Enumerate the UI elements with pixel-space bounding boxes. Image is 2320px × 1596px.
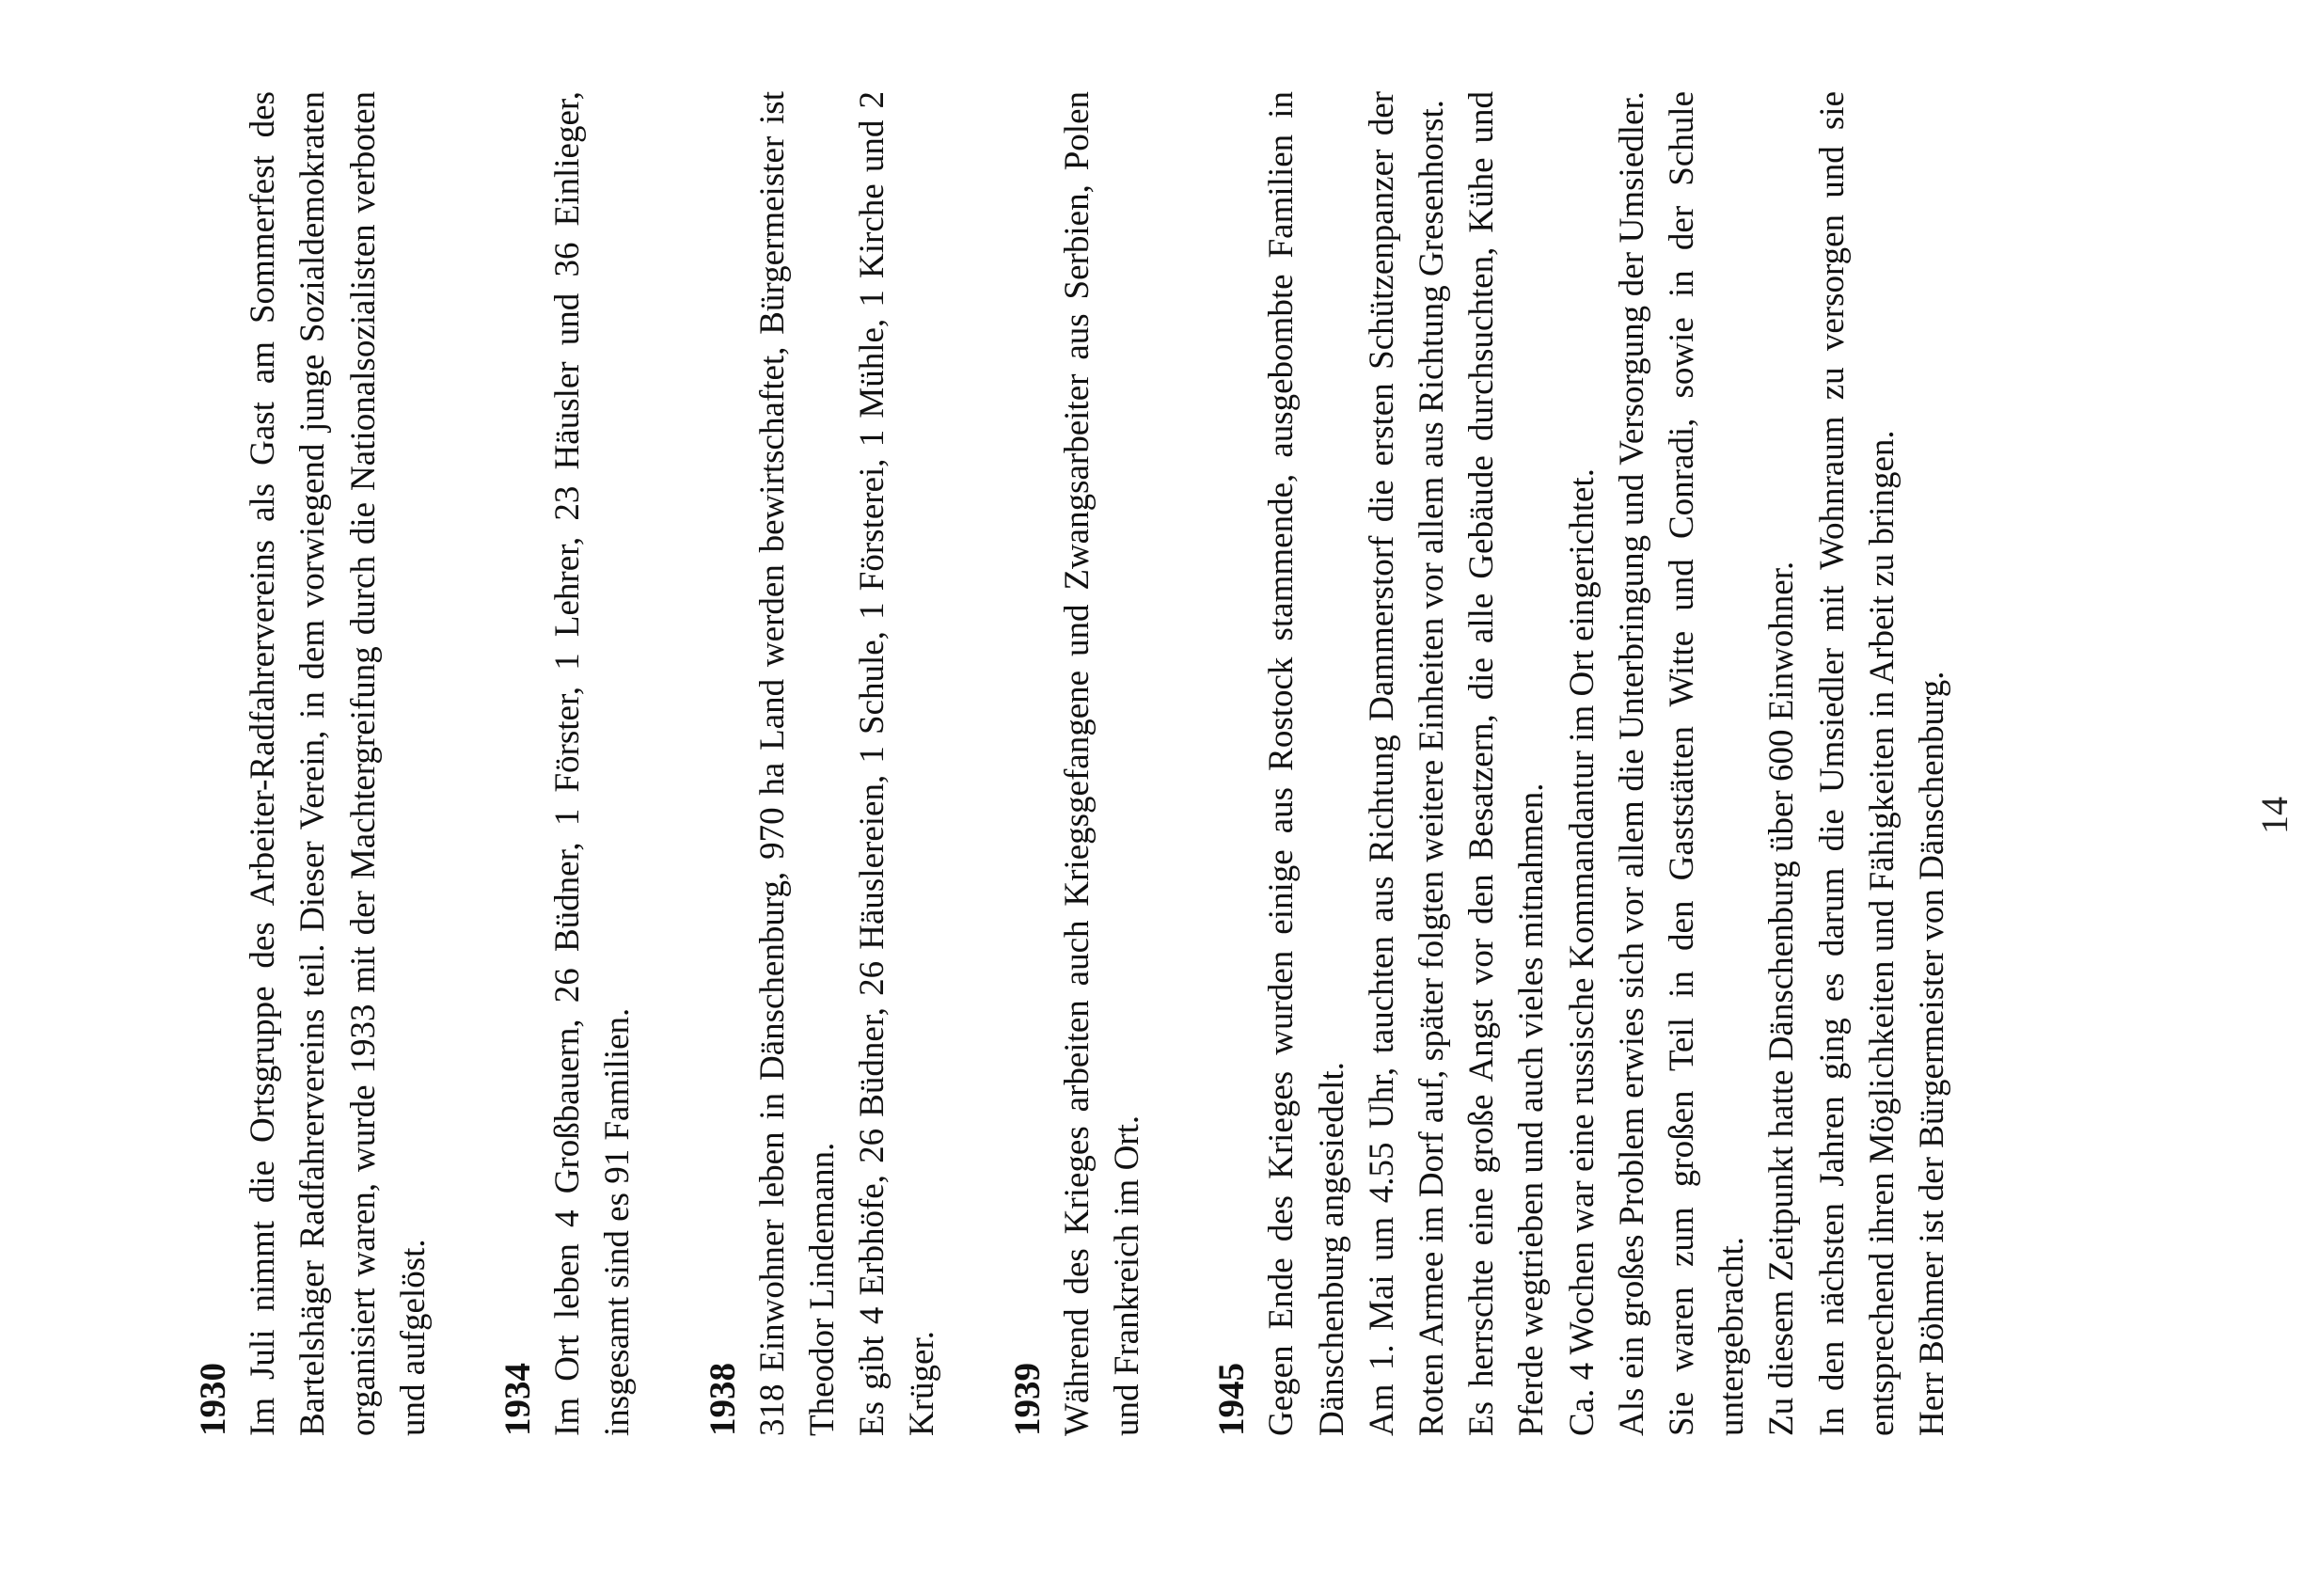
section-1938 — [698, 91, 948, 1436]
paragraph: Am 1. Mai um 4.55 Uhr, tauchten aus Richtung Dammerstorf die ersten Schützenpanzer der Roten Armee im Dorf auf, später folgten weitere Einheiten vor allem aus Richtung Gresenhorst. — [1362, 91, 1452, 1436]
paragraph: Während des Krieges arbeiten auch Kriegsgefangene und Zwangsarbeiter aus Serbien, Polen und Frankreich im Ort. — [1057, 91, 1147, 1436]
section-1945 — [1207, 91, 1957, 1436]
paragraph: 318 Einwohner leben in Dänschenburg, 970 ha Land werden bewirtschaftet, Bürgermeister ist Theodor Lindemann. — [752, 91, 843, 1436]
year-heading: 1934 — [497, 1363, 539, 1436]
paragraph: Im Ort leben 4 Großbauern, 26 Büdner, 1 Förster, 1 Lehrer, 23 Häusler und 36 Einlieger, insgesamt sind es 91 Familien. — [548, 91, 638, 1436]
paragraph: Gegen Ende des Krieges wurden einige aus Rostock stammende, ausgebombte Familien in Dänschenburg angesiedelt. — [1262, 91, 1351, 1436]
section-1930 — [188, 91, 438, 1436]
paragraph: Herr Böhmer ist der Bürgermeister von Dänschenburg. — [1913, 671, 1952, 1436]
paragraph: Es gibt 4 Erbhöfe, 26 Büdner, 26 Häuslereien, 1 Schule, 1 Försterei, 1 Mühle, 1 Kirche und 2 Krüger. — [853, 91, 942, 1436]
paragraph: Zu diesem Zeitpunkt hatte Dänschenburg über 600 Einwohner. — [1762, 561, 1802, 1436]
chronicle-text — [188, 91, 2012, 1436]
year-heading: 1930 — [193, 1363, 233, 1436]
paragraph: Als ein großes Problem erwies sich vor allem die Unterbringung und Versorgung der Umsiedler. Sie waren zum großen Teil in den Gaststätten Witte und Conradi, sowie in der Schule untergebracht. — [1612, 91, 1752, 1436]
paragraph: Es herrschte eine große Angst vor den Besatzern, die alle Gebäude durchsuchten, Kühe und Pferde wegtrieben und auch vieles mitnahmen. — [1462, 91, 1552, 1436]
paragraph: Im Juli nimmt die Ortsgruppe des Arbeiter-Radfahrervereins als Gast am Sommerfest des Bartelshäger Radfahrervereins teil. Dieser Verein, in dem vorwiegend junge Sozialdemokraten organisiert waren, wurde 1933 mit der Machtergreifung durch die Nationalsozialisten verboten und aufgelöst. — [244, 91, 433, 1436]
section-1939 — [1002, 91, 1153, 1436]
year-heading: 1939 — [1006, 1363, 1048, 1436]
page-number: 14 — [2253, 797, 2296, 834]
section-1934 — [493, 91, 643, 1436]
year-heading: 1938 — [702, 1363, 743, 1436]
paragraph: Ca. 4 Wochen war eine russische Kommandantur im Ort eingerichtet. — [1562, 468, 1602, 1436]
paragraph: In den nächsten Jahren ging es darum die Umsiedler mit Wohnraum zu versorgen und sie entsprechend ihren Möglichkeiten und Fähigkeiten in Arbeit zu bringen. — [1812, 91, 1902, 1436]
year-heading: 1945 — [1211, 1363, 1253, 1436]
